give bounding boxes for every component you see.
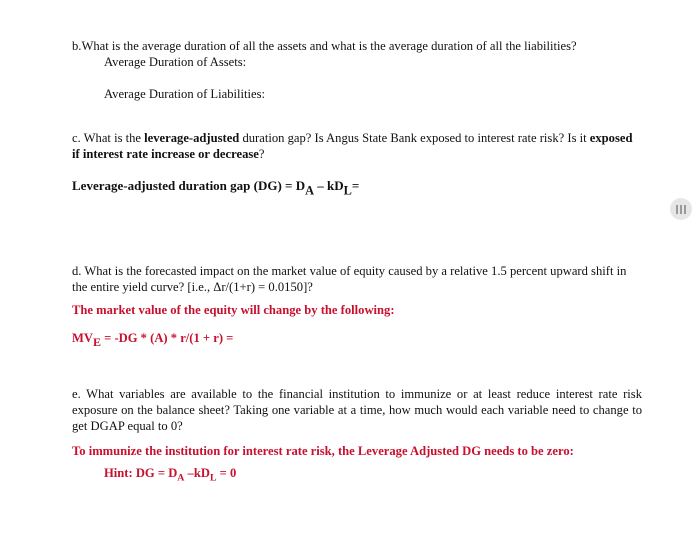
- question-d-text: d. What is the forecasted impact on the market value of equity caused by a relative 1.5 percent upward shift in the entire yield curve? [i.e., Δr/(1+r) = 0.0150]?: [72, 264, 627, 294]
- qc-prefix: c. What is the: [72, 131, 145, 145]
- mve-rest: = -DG * (A) * r/(1 + r) =: [100, 331, 234, 345]
- assets-duration-label: Average Duration of Assets:: [104, 55, 247, 69]
- mve-sub: E: [92, 335, 101, 350]
- formula-end: =: [351, 178, 360, 193]
- hint-main: Hint: DG = D: [104, 466, 178, 480]
- formula-mid: – kD: [314, 178, 344, 193]
- qc-bold-leverage: leverage-adjusted: [144, 131, 240, 145]
- question-e-text: e. What variables are available to the financial institution to immunize or at least reduce interest rate risk exposure on the balance sheet? Taking one variable at a time, how much would each variable need to change to get DGAP equal to 0?: [72, 387, 642, 433]
- qc-mid: duration gap? Is Angus State Bank exposed to interest rate risk? Is it: [239, 131, 590, 145]
- liabilities-duration-label: Average Duration of Liabilities:: [104, 87, 265, 101]
- formula-label: Leverage-adjusted duration gap (DG) = D: [72, 178, 306, 193]
- leverage-gap-formula: [72, 178, 642, 198]
- question-e-answer-intro: To immunize the institution for interest rate risk, the Leverage Adjusted DG needs to be zero:: [72, 444, 574, 458]
- formula-sub-l: L: [343, 183, 352, 198]
- qc-bold-exposed: exposed if interest rate increase or decrease: [72, 131, 633, 161]
- drag-handle-icon[interactable]: [670, 198, 692, 220]
- drag-handle-bars: [676, 205, 686, 214]
- hint-formula: [104, 465, 236, 486]
- hint-mid: –kD: [184, 466, 210, 480]
- mve-main: MV: [72, 331, 93, 345]
- hint-sub-l: L: [209, 472, 217, 484]
- question-b-text: b.What is the average duration of all the assets and what is the average duration of all the liabilities?: [72, 39, 577, 53]
- hint-end: = 0: [216, 466, 237, 480]
- mve-formula: [72, 330, 642, 350]
- qc-suffix: ?: [258, 147, 265, 161]
- hint-sub-a: A: [177, 472, 185, 484]
- formula-sub-a: A: [305, 183, 315, 198]
- question-c-text: [72, 130, 642, 162]
- question-d-answer-intro: The market value of the equity will change by the following:: [72, 303, 395, 317]
